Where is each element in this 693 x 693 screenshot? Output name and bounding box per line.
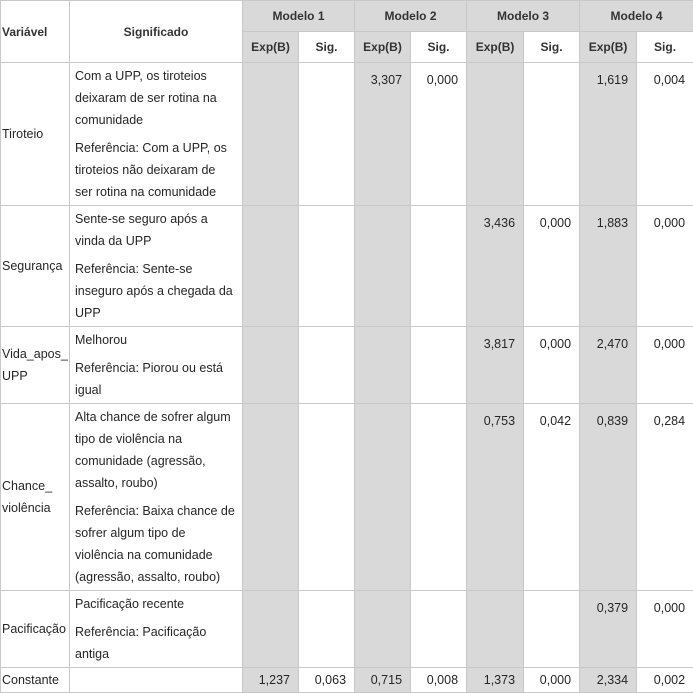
sig-value: 0,000: [524, 668, 580, 693]
header-row-models: [1, 1, 693, 32]
meaning-text: Sente-se seguro após a vinda da UPP: [75, 208, 236, 252]
exp-value: 0,715: [355, 668, 411, 693]
sig-value: 0,002: [637, 668, 693, 693]
exp-value: [467, 63, 524, 206]
meaning-cell: [70, 327, 243, 404]
sig-value: 0,063: [299, 668, 355, 693]
sig-value: 0,000: [637, 327, 693, 404]
meaning-cell: [70, 206, 243, 327]
exp-value: 2,334: [580, 668, 637, 693]
exp-value: [355, 591, 411, 668]
meaning-text: Pacificação recente: [75, 593, 236, 615]
header-sig: Sig.: [524, 32, 580, 63]
exp-value: [355, 327, 411, 404]
exp-value: [243, 404, 299, 591]
sig-value: 0,042: [524, 404, 580, 591]
sig-value: [299, 63, 355, 206]
header-model-2: Modelo 2: [355, 1, 467, 32]
meaning-cell: [70, 591, 243, 668]
reference-text: Referência: Baixa chance de sofrer algum tipo de violência na comunidade (agressão, assalto, roubo): [75, 500, 236, 588]
exp-value: 3,307: [355, 63, 411, 206]
exp-value: 0,839: [580, 404, 637, 591]
header-exp: Exp(B): [355, 32, 411, 63]
table-row: [1, 327, 693, 404]
exp-value: 1,373: [467, 668, 524, 693]
exp-value: 1,237: [243, 668, 299, 693]
exp-value: [243, 63, 299, 206]
header-sig: Sig.: [411, 32, 467, 63]
sig-value: 0,000: [524, 327, 580, 404]
exp-value: 0,753: [467, 404, 524, 591]
exp-value: [243, 206, 299, 327]
sig-value: [411, 206, 467, 327]
header-exp: Exp(B): [467, 32, 524, 63]
exp-value: [243, 591, 299, 668]
exp-value: 0,379: [580, 591, 637, 668]
sig-value: [524, 591, 580, 668]
variable-cell: Chance_ violência: [1, 404, 70, 591]
exp-value: 1,619: [580, 63, 637, 206]
constant-row: [1, 668, 693, 693]
header-sig: Sig.: [299, 32, 355, 63]
table-row: [1, 206, 693, 327]
variable-cell: Constante: [1, 668, 70, 693]
sig-value: [411, 591, 467, 668]
sig-value: 0,008: [411, 668, 467, 693]
exp-value: [467, 591, 524, 668]
header-model-4: Modelo 4: [580, 1, 693, 32]
header-model-3: Modelo 3: [467, 1, 580, 32]
sig-value: [524, 63, 580, 206]
meaning-cell: [70, 668, 243, 693]
exp-value: 3,436: [467, 206, 524, 327]
exp-value: [355, 206, 411, 327]
sig-value: 0,000: [637, 206, 693, 327]
reference-text: Referência: Piorou ou está igual: [75, 357, 236, 401]
sig-value: [299, 327, 355, 404]
header-model-1: Modelo 1: [243, 1, 355, 32]
meaning-text: Melhorou: [75, 329, 236, 351]
variable-cell: Segurança: [1, 206, 70, 327]
variable-cell: Pacificação: [1, 591, 70, 668]
header-variable: Variável: [1, 1, 70, 63]
sig-value: 0,284: [637, 404, 693, 591]
variable-cell: Vida_apos_ UPP: [1, 327, 70, 404]
header-exp: Exp(B): [580, 32, 637, 63]
sig-value: 0,000: [524, 206, 580, 327]
exp-value: 2,470: [580, 327, 637, 404]
meaning-text: Com a UPP, os tiroteios deixaram de ser rotina na comunidade: [75, 65, 236, 131]
table-row: [1, 63, 693, 206]
exp-value: 3,817: [467, 327, 524, 404]
sig-value: 0,000: [637, 591, 693, 668]
reference-text: Referência: Sente-se inseguro após a chegada da UPP: [75, 258, 236, 324]
variable-cell: Tiroteio: [1, 63, 70, 206]
sig-value: [411, 404, 467, 591]
meaning-cell: [70, 63, 243, 206]
meaning-text: Alta chance de sofrer algum tipo de violência na comunidade (agressão, assalto, roubo): [75, 406, 236, 494]
exp-value: 1,883: [580, 206, 637, 327]
sig-value: [299, 591, 355, 668]
meaning-cell: [70, 404, 243, 591]
header-exp: Exp(B): [243, 32, 299, 63]
sig-value: [299, 404, 355, 591]
exp-value: [355, 404, 411, 591]
reference-text: Referência: Pacificação antiga: [75, 621, 236, 665]
sig-value: 0,000: [411, 63, 467, 206]
sig-value: [299, 206, 355, 327]
reference-text: Referência: Com a UPP, os tiroteios não deixaram de ser rotina na comunidade: [75, 137, 236, 203]
header-sig: Sig.: [637, 32, 693, 63]
sig-value: 0,004: [637, 63, 693, 206]
exp-value: [243, 327, 299, 404]
header-meaning: Significado: [70, 1, 243, 63]
table-row: [1, 591, 693, 668]
table-row: [1, 404, 693, 591]
sig-value: [411, 327, 467, 404]
